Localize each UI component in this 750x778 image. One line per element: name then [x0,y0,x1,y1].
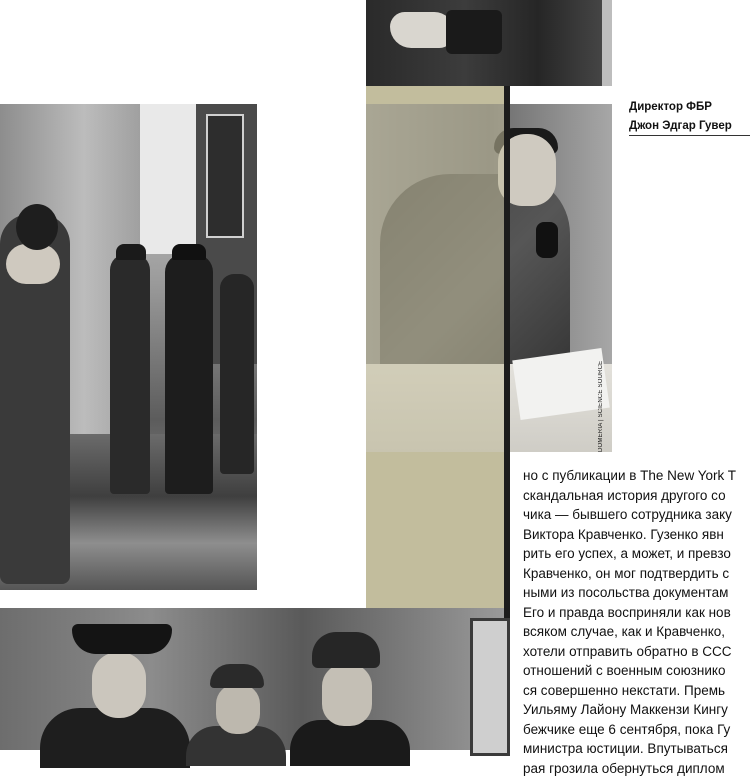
man-figure-2 [165,254,213,494]
sky [140,104,200,254]
photo-street-scene [0,104,257,590]
caption-line-2: Джон Эдгар Гувер [629,117,750,136]
soldier-coat-2 [290,720,410,766]
woman-hat [16,204,58,250]
soldier-face-2 [322,664,372,726]
hand-shape [390,12,454,48]
man-face [92,652,146,718]
body-line: рая грозила обернуться диплом [523,759,750,778]
body-line: хотели отправить обратно в ССС [523,642,750,662]
body-line: всяком случае, как и Кравченко, [523,622,750,642]
photo-hoover-on-phone [366,104,612,452]
body-line: чика — бывшего сотрудника заку [523,505,750,525]
sleeve-shape [446,10,502,54]
body-line: ными из посольства документам [523,583,750,603]
body-line: скандальная история другого со [523,486,750,506]
body-line: ся совершенно некстати. Премь [523,681,750,701]
soldier-face-1 [216,684,260,734]
body-line: отношений с военным союзнико [523,661,750,681]
wall-picture-frame [470,618,510,756]
olive-tint-overlay [366,104,504,452]
photo-hand-on-desk [366,0,612,86]
fur-collar [6,244,60,284]
photo-edge [602,0,612,86]
man-hat-2 [172,244,206,260]
photo-credit: DOMERIA | SCIENCE SOURCE [598,352,610,452]
caption-rule [629,135,750,136]
hotel-sign [206,114,244,238]
paper-sheet [512,348,609,420]
man-figure-3 [220,274,254,474]
soldier-cap-2 [312,632,380,668]
body-line: Кравченко, он мог подтвердить с [523,564,750,584]
man-figure-1 [110,254,150,494]
soldier-cap-1 [210,664,264,688]
body-line: министра юстиции. Впутываться [523,739,750,759]
body-line: Его и правда восприняли как нов [523,603,750,623]
body-line: Виктора Кравченко. Гузенко явн [523,525,750,545]
man-hat-1 [116,244,146,260]
photo-soldiers [0,608,504,750]
body-line: бежчике еще 6 сентября, пока Гу [523,720,750,740]
telephone-receiver [536,222,558,258]
body-line: рить его успех, а может, и превзо [523,544,750,564]
article-body [523,466,750,750]
photo-caption [629,98,750,136]
fedora-hat [72,624,172,654]
caption-line-1: Директор ФБР [629,98,750,117]
body-line: Уильяму Лайону Маккензи Кингу [523,700,750,720]
body-line: но с публикации в The New York T [523,466,750,486]
